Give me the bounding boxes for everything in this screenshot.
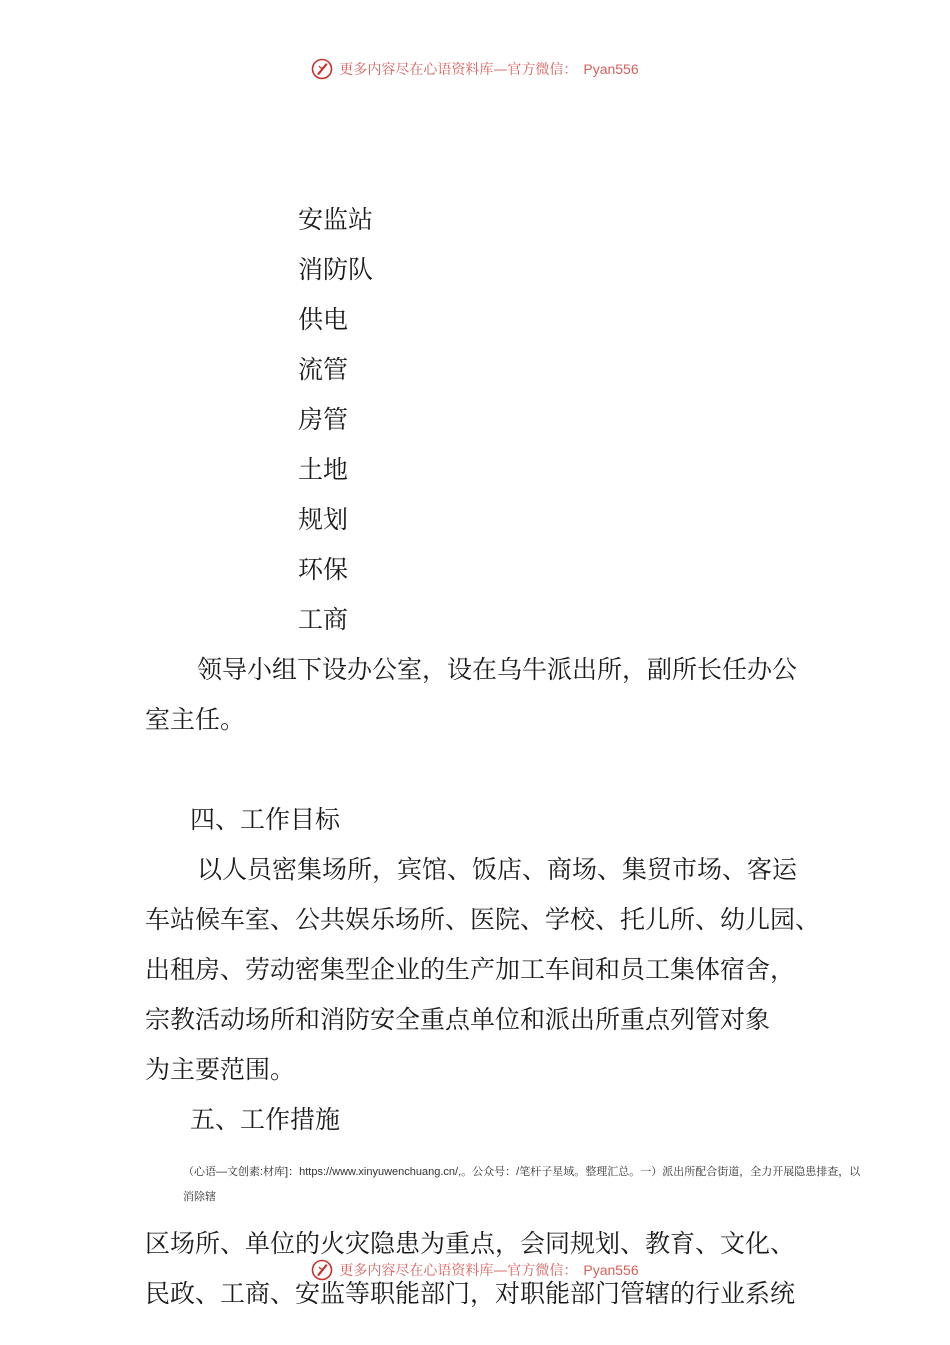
list-item: 规划 — [298, 505, 349, 534]
list-item: 消防队 — [298, 255, 374, 284]
list-item: 房管 — [298, 405, 349, 434]
office-paragraph-line: 领导小组下设办公室，设在乌牛派出所，副所长任办公 — [197, 655, 798, 684]
list-item: 安监站 — [298, 205, 374, 234]
watermark-text: 更多内容尽在心语资料库—官方微信： — [339, 1263, 578, 1279]
goal-paragraph-line: 为主要范围。 — [145, 1055, 296, 1084]
source-note-line: （心语—文创素:材库]：https://www.xinyuwenchuang.cn/,。公众号：/笔杆子星域。整理汇总。一）派出所配合街道，全力开展隐患排查，以 — [183, 1166, 861, 1178]
measure-paragraph-line: 民政、工商、安监等职能部门，对职能部门管辖的行业系统 — [145, 1279, 796, 1308]
measure-paragraph-line: 区场所、单位的火灾隐患为重点，会同规划、教育、文化、 — [145, 1229, 796, 1258]
source-note-line: 消除辖 — [183, 1191, 216, 1203]
list-item: 供电 — [298, 305, 349, 334]
section-heading-measures: 五、工作措施 — [190, 1105, 341, 1134]
quill-circle-logo-icon — [311, 1259, 333, 1281]
quill-circle-logo-icon — [311, 58, 333, 80]
office-paragraph-line: 室主任。 — [145, 705, 246, 734]
list-item: 土地 — [298, 455, 349, 484]
watermark-wechat-id: Pyan556 — [583, 1262, 639, 1278]
goal-paragraph-line: 出租房、劳动密集型企业的生产加工车间和员工集体宿舍， — [145, 955, 796, 984]
section-heading-goals: 四、工作目标 — [190, 805, 341, 834]
goal-paragraph-line: 以人员密集场所，宾馆、饭店、商场、集贸市场、客运 — [197, 855, 798, 884]
watermark-text: 更多内容尽在心语资料库—官方微信： — [339, 62, 578, 78]
goal-paragraph-line: 宗教活动场所和消防安全重点单位和派出所重点列管对象 — [145, 1005, 771, 1034]
header-watermark — [0, 55, 950, 83]
list-item: 工商 — [298, 605, 349, 634]
goal-paragraph-line: 车站候车室、公共娱乐场所、医院、学校、托儿所、幼儿园、 — [145, 905, 821, 934]
list-item: 环保 — [298, 555, 349, 584]
list-item: 流管 — [298, 355, 349, 384]
watermark-wechat-id: Pyan556 — [583, 61, 639, 77]
